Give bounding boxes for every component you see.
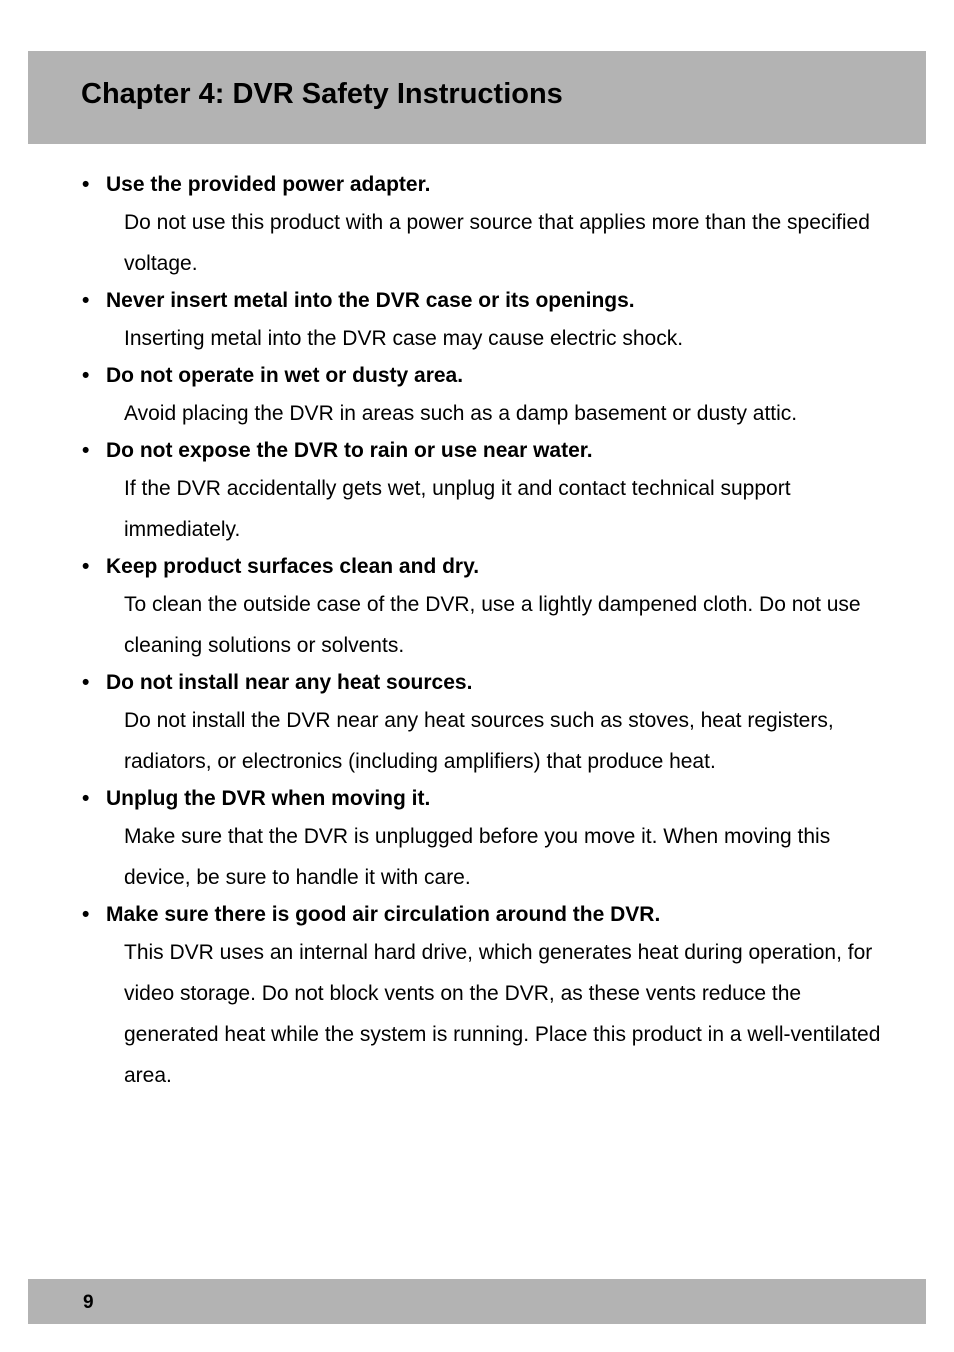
list-item	[82, 552, 882, 666]
list-item	[82, 784, 882, 898]
item-heading-text: Keep product surfaces clean and dry.	[106, 555, 480, 578]
page-number: 9	[83, 1292, 94, 1313]
bullet-icon: •	[82, 787, 90, 810]
item-heading	[82, 552, 882, 582]
bullet-icon: •	[82, 173, 90, 196]
bullet-icon: •	[82, 439, 90, 462]
page-footer-bar	[28, 1279, 926, 1324]
item-heading	[82, 900, 882, 930]
item-description: Inserting metal into the DVR case may cause electric shock.	[124, 327, 684, 350]
item-heading	[82, 436, 882, 466]
item-heading	[82, 784, 882, 814]
safety-instructions-list	[82, 170, 882, 1098]
item-heading-text: Never insert metal into the DVR case or its openings.	[106, 289, 635, 312]
item-description: To clean the outside case of the DVR, use a lightly dampened cloth. Do not use cleaning solutions or solvents.	[124, 593, 861, 657]
item-description: Do not use this product with a power source that applies more than the specified voltage.	[124, 211, 870, 275]
item-description: If the DVR accidentally gets wet, unplug it and contact technical support immediately.	[124, 477, 791, 541]
bullet-icon: •	[82, 289, 90, 312]
bullet-icon: •	[82, 555, 90, 578]
item-description: Do not install the DVR near any heat sources such as stoves, heat registers, radiators, or electronics (including amplifiers) that produce heat.	[124, 709, 834, 773]
item-heading-text: Do not operate in wet or dusty area.	[106, 364, 464, 387]
list-item	[82, 361, 882, 434]
item-heading-text: Do not expose the DVR to rain or use near water.	[106, 439, 593, 462]
item-heading	[82, 361, 882, 391]
list-item	[82, 436, 882, 550]
item-heading	[82, 170, 882, 200]
bullet-icon: •	[82, 364, 90, 387]
bullet-icon: •	[82, 903, 90, 926]
item-description: Avoid placing the DVR in areas such as a damp basement or dusty attic.	[124, 402, 798, 425]
bullet-icon: •	[82, 671, 90, 694]
page-title: Chapter 4: DVR Safety Instructions	[81, 78, 563, 110]
item-heading-text: Do not install near any heat sources.	[106, 671, 473, 694]
item-heading-text: Unplug the DVR when moving it.	[106, 787, 431, 810]
chapter-header-bar	[28, 51, 926, 144]
list-item	[82, 170, 882, 284]
item-heading	[82, 668, 882, 698]
item-description: Make sure that the DVR is unplugged before you move it. When moving this device, be sure to handle it with care.	[124, 825, 831, 889]
list-item	[82, 668, 882, 782]
item-heading-text: Use the provided power adapter.	[106, 173, 431, 196]
list-item	[82, 286, 882, 359]
list-item	[82, 900, 882, 1096]
item-description: This DVR uses an internal hard drive, which generates heat during operation, for video storage. Do not block vents on the DVR, as these vents reduce the generated heat while the system is running. Place this product in a well-ventilated area.	[124, 941, 881, 1087]
item-heading-text: Make sure there is good air circulation around the DVR.	[106, 903, 661, 926]
item-heading	[82, 286, 882, 316]
